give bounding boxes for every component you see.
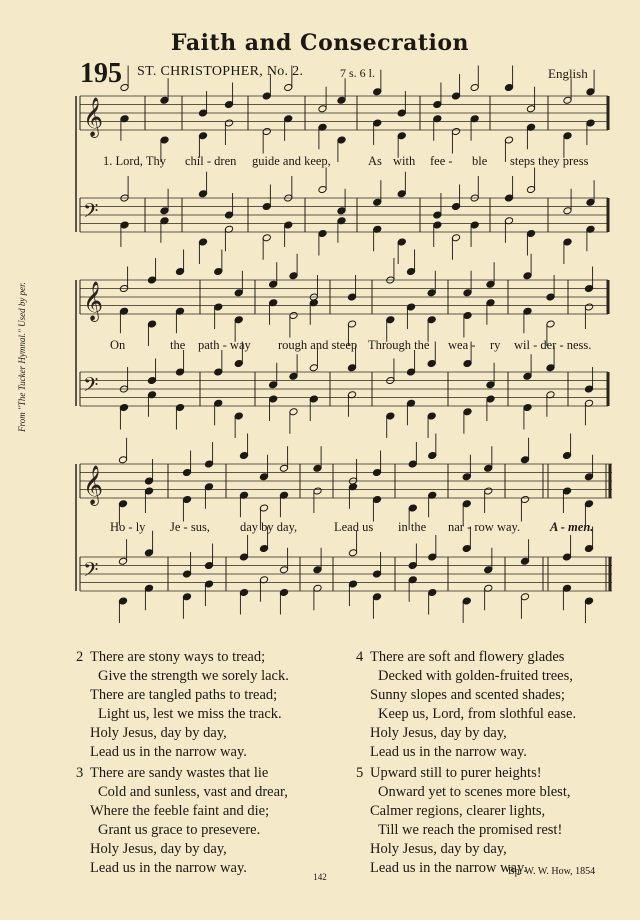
verse-line: Holy Jesus, day by day,: [90, 841, 227, 857]
verse-number: 3: [76, 765, 84, 781]
lyric: chil - dren: [185, 154, 237, 168]
lyric: guide and keep,: [252, 154, 331, 168]
bass-clef-icon: 𝄢: [83, 558, 99, 586]
lyric: fee -: [430, 154, 453, 168]
verse-line: Holy Jesus, day by day,: [90, 725, 227, 741]
lyrics-line-3: [0, 520, 640, 538]
treble-clef-icon: 𝄞: [83, 97, 104, 137]
verse-line: Lead us in the narrow way.: [370, 860, 527, 876]
lyric-amen: A - men.: [550, 520, 594, 534]
page-title: Faith and Consecration: [170, 30, 470, 56]
page-number: 142: [313, 872, 327, 882]
verse-number: 2: [76, 649, 84, 665]
lyric: the: [170, 338, 186, 352]
lyric: steps they press: [510, 154, 589, 168]
verse-line: Holy Jesus, day by day,: [370, 841, 507, 857]
verse-line: Where the feeble faint and die;: [90, 803, 270, 819]
verse-line: Holy Jesus, day by day,: [370, 725, 507, 741]
tune-name: ST. CHRISTOPHER, No. 2.: [137, 64, 304, 79]
hymn-author: Bp. W. W. How, 1854: [508, 866, 596, 877]
lyric: in the: [398, 520, 427, 534]
lyric: Ho - ly: [110, 520, 146, 534]
lyric: nar - row way.: [448, 520, 521, 534]
lyrics-line-2: [0, 338, 640, 356]
bass-clef-icon: 𝄢: [83, 199, 99, 227]
lyric: Through the: [368, 338, 430, 352]
verse-line: Lead us in the narrow way.: [370, 744, 527, 760]
verse-line: Keep us, Lord, from slothful ease.: [378, 706, 577, 722]
lyric: 1. Lord, Thy: [103, 154, 166, 168]
verse-line: Grant us grace to presevere.: [98, 822, 261, 838]
lyric: Je - sus,: [170, 520, 210, 534]
verse-line: Lead us in the narrow way.: [90, 860, 247, 876]
verse-line: Light us, lest we miss the track.: [98, 706, 282, 722]
lyric: ry: [490, 338, 501, 352]
verse-line: There are tangled paths to tread;: [90, 687, 278, 703]
verse-line: Decked with golden-fruited trees,: [378, 668, 573, 684]
lyric: day by day,: [240, 520, 298, 534]
lyric: As: [368, 154, 382, 168]
verse-5: [356, 764, 570, 878]
verse-line: There are sandy wastes that lie: [90, 765, 269, 781]
treble-clef-icon: 𝄞: [83, 465, 104, 505]
tune-origin: English: [548, 66, 588, 81]
meter: 7 s. 6 l.: [340, 66, 376, 80]
verse-line: Onward yet to scenes more blest,: [378, 784, 571, 800]
verse-4: [356, 648, 576, 762]
verse-3: [76, 764, 288, 878]
lyric: On: [110, 338, 126, 352]
lyric: wea -: [448, 338, 476, 352]
verse-number: 4: [356, 649, 364, 665]
lyric: ble: [472, 154, 488, 168]
lyric: wil - der - ness.: [514, 338, 592, 352]
hymn-number: 195: [80, 58, 122, 89]
verse-line: Till we reach the promised rest!: [378, 822, 563, 838]
lyric: path - way: [198, 338, 251, 352]
verse-number: 5: [356, 765, 364, 781]
verse-line: Lead us in the narrow way.: [90, 744, 247, 760]
treble-clef-icon: 𝄞: [83, 281, 104, 321]
lyric: rough and steep: [278, 338, 358, 352]
lyric: Lead us: [334, 520, 374, 534]
verse-line: There are soft and flowery glades: [370, 649, 565, 665]
bass-clef-icon: 𝄢: [83, 373, 99, 401]
verse-line: Sunny slopes and scented shades;: [370, 687, 565, 703]
lyric: with: [393, 154, 416, 168]
permission-note: From "The Tucker Hymnal." Used by per.: [17, 282, 27, 432]
lyrics-line-1: [0, 154, 640, 172]
verse-2: [76, 648, 289, 762]
verse-line: Cold and sunless, vast and drear,: [98, 784, 288, 800]
verse-line: There are stony ways to tread;: [90, 649, 266, 665]
verse-line: Upward still to purer heights!: [370, 765, 542, 781]
verse-line: Calmer regions, clearer lights,: [370, 803, 546, 819]
verse-line: Give the strength we sorely lack.: [98, 668, 289, 684]
